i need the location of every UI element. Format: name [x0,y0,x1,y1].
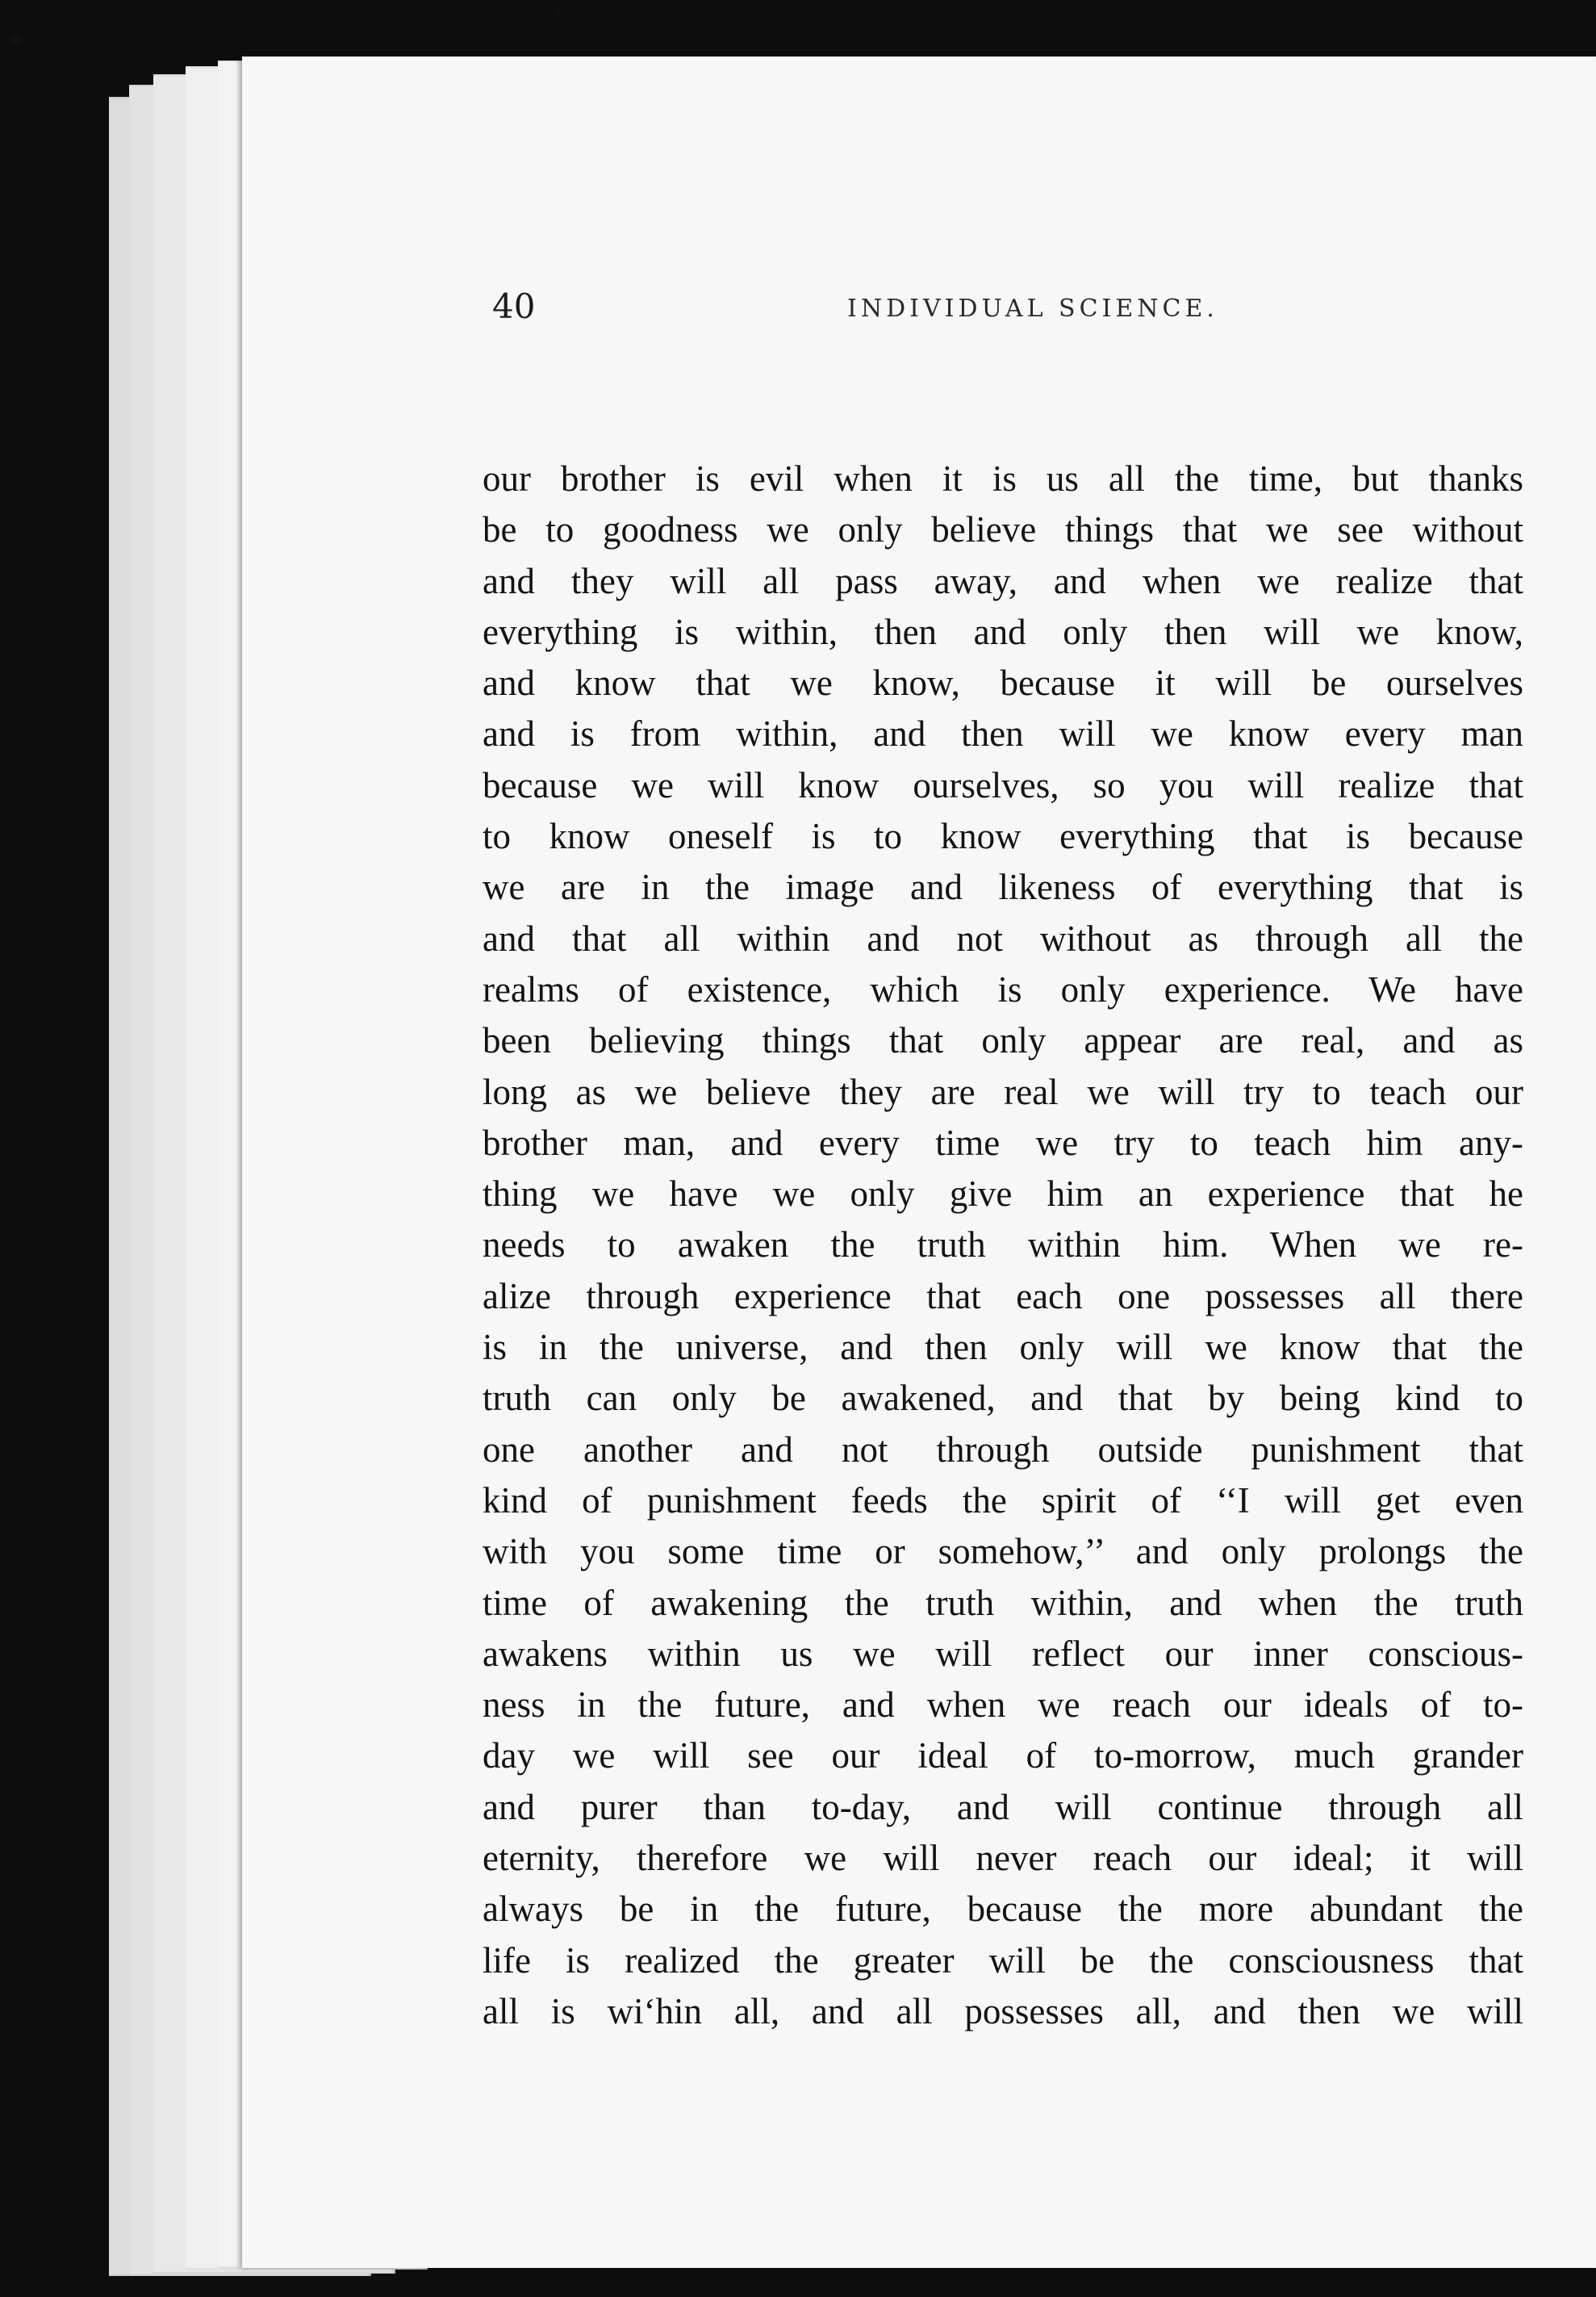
text-line: to know oneself is to know everything that is because [483,816,1523,857]
text-line: always be in the future, because the more abundant the [483,1889,1523,1930]
text-line: needs to awaken the truth within him. When we re- [483,1224,1523,1266]
text-line: brother man, and every time we try to teach him any- [483,1122,1523,1163]
text-line: be to goodness we only believe things that we see without [483,509,1523,550]
text-line: and they will all pass away, and when we realize that [483,560,1523,601]
text-line: and is from within, and then will we know every man [483,713,1523,755]
text-line: truth can only be awakened, and that by being kind to [483,1378,1523,1419]
text-line: our brother is evil when it is us all the time, but thanks [483,458,1523,499]
text-line: realms of existence, which is only experience. We have [483,969,1523,1010]
dust-speck [11,34,23,45]
text-line: been believing things that only appear are real, and as [483,1020,1523,1061]
text-line: long as we believe they are real we will try to teach our [483,1071,1523,1112]
text-line: and know that we know, because it will be ourselves [483,663,1523,704]
text-line: kind of punishment feeds the spirit of ‘‘I will get even [483,1479,1523,1521]
text-line: alize through experience that each one possesses all there [483,1275,1523,1316]
text-line: with you some time or somehow,’’ and only prolongs the [483,1531,1523,1572]
text-line: life is realized the greater will be the consciousness that [483,1939,1523,1981]
text-line: one another and not through outside punishment that [483,1429,1523,1470]
text-line: and purer than to-day, and will continue through all [483,1786,1523,1827]
text-line: day we will see our ideal of to-morrow, much grander [483,1735,1523,1776]
text-line: and that all within and not without as through all the [483,918,1523,959]
text-line: all is wi‘hin all, and all possesses all, and then we will [483,1990,1523,2031]
text-line: awakens within us we will reflect our inner conscious- [483,1633,1523,1674]
text-line: everything is within, then and only then will we know, [483,611,1523,652]
text-line: we are in the image and likeness of everything that is [483,867,1523,908]
text-line: is in the universe, and then only will we know that the [483,1327,1523,1368]
text-line: ness in the future, and when we reach our ideals of to- [483,1684,1523,1726]
page-number: 40 [492,287,536,326]
text-line: eternity, therefore we will never reach our ideal; it will [483,1838,1523,1879]
running-head: INDIVIDUAL SCIENCE. [847,295,1218,323]
text-line: thing we have we only give him an experience that he [483,1174,1523,1215]
page-header [492,287,1493,351]
text-line: because we will know ourselves, so you will realize that [483,764,1523,805]
dust-speck [555,10,562,16]
text-line: time of awakening the truth within, and when the truth [483,1582,1523,1623]
body-text [483,454,1523,2037]
